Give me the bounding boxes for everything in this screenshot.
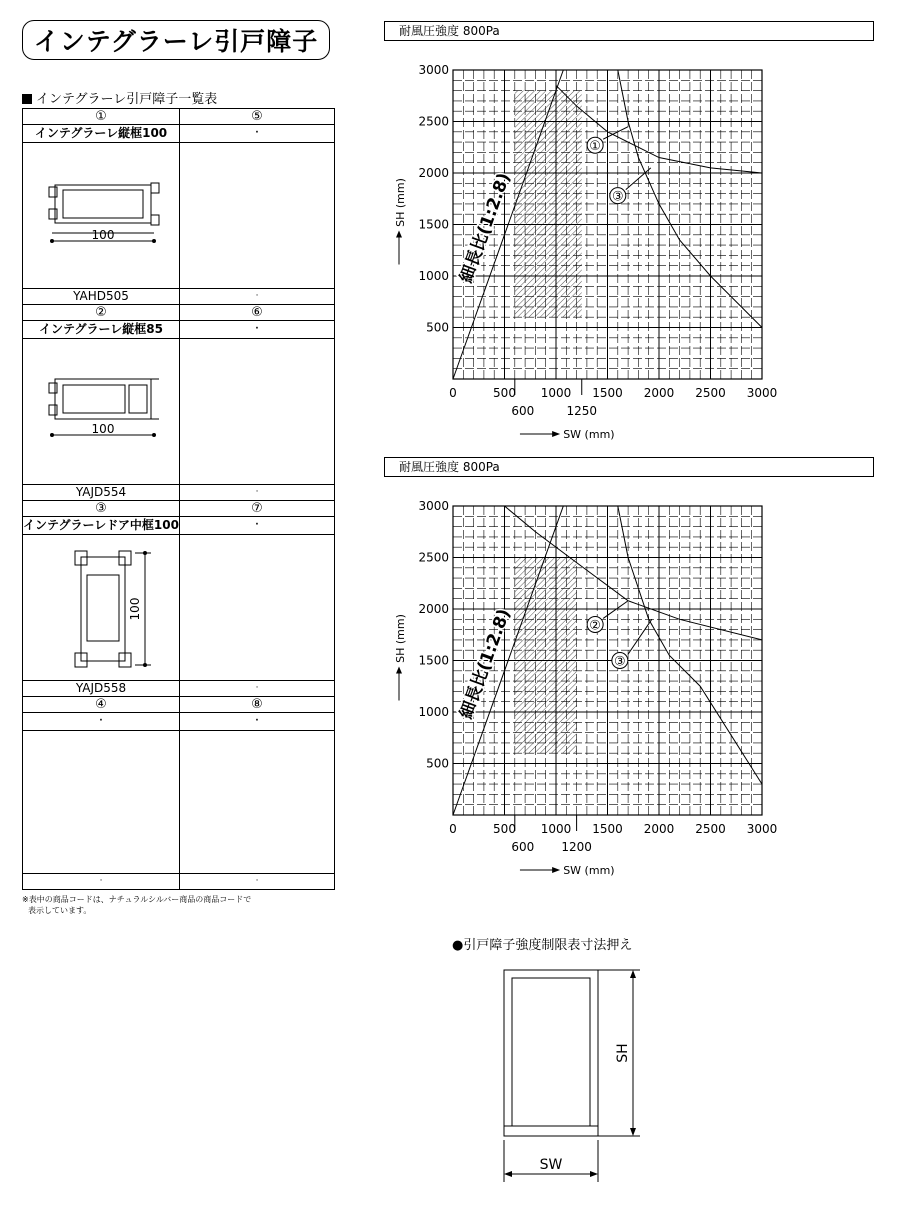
height-label: SH <box>615 1043 631 1063</box>
profile-table <box>22 108 335 890</box>
arrow-down-icon <box>630 1128 636 1136</box>
arrow-up-icon <box>396 667 402 674</box>
frame-inner <box>512 978 590 1126</box>
profile-name: インテグラーレ縦框85 <box>23 321 180 339</box>
arrow-right-icon <box>552 431 560 437</box>
x-tick-label: 2500 <box>695 386 726 400</box>
curve-label: ① <box>589 139 601 155</box>
arrow-up-icon <box>396 231 402 238</box>
y-tick-label: 1500 <box>418 653 449 668</box>
curve-label: ③ <box>611 189 624 205</box>
y-tick-label: 2500 <box>418 550 449 565</box>
footnote-line: 表示しています。 <box>28 906 92 915</box>
chart-heading-bottom: 耐風圧強度 800Pa <box>384 457 874 477</box>
product-code: · <box>180 681 335 697</box>
y-tick-label: 3000 <box>418 499 449 513</box>
limit-diagram <box>490 960 660 1190</box>
profile-name: · <box>180 517 335 535</box>
y-tick-label: 500 <box>426 320 449 335</box>
arrow-right-icon <box>590 1171 598 1177</box>
y-tick-label: 1500 <box>418 217 449 232</box>
grid <box>453 506 762 815</box>
y-tick-label: 1000 <box>418 269 449 283</box>
extra-tick-label: 600 <box>511 840 535 854</box>
y-axis-label: SH (mm) <box>394 614 407 663</box>
row-number: ① <box>23 109 180 125</box>
y-tick-label: 2000 <box>418 166 449 180</box>
y-tick-label: 2500 <box>418 114 449 129</box>
y-axis-label: SH (mm) <box>394 178 407 227</box>
product-code: · <box>23 874 180 890</box>
x-tick-label: 500 <box>493 822 516 836</box>
x-tick-label: 3000 <box>746 386 778 400</box>
marker-leader <box>628 619 652 654</box>
square-bullet-icon <box>22 94 32 104</box>
curve-label: ③ <box>614 654 626 670</box>
arrow-up-icon <box>630 970 636 978</box>
x-tick-label: 3000 <box>746 822 778 836</box>
y-tick-label: 2000 <box>418 602 449 616</box>
x-tick-label: 0 <box>449 822 457 836</box>
empty-cell <box>180 535 335 681</box>
row-number: ⑤ <box>180 109 335 125</box>
page-title: インテグラーレ引戸障子 <box>22 20 330 60</box>
row-number: ⑧ <box>180 697 335 713</box>
product-code: · <box>180 289 335 305</box>
profile-name: · <box>23 713 180 731</box>
profile-name: インテグラーレ縦框100 <box>23 125 180 143</box>
x-axis-label: SW (mm) <box>563 864 615 877</box>
frame-outer <box>504 970 598 1136</box>
chart-heading-top: 耐風圧強度 800Pa <box>384 21 874 41</box>
empty-cell <box>180 731 335 874</box>
profile-name: インテグラーレドア中框100 <box>23 517 180 535</box>
x-tick-label: 1000 <box>540 822 572 836</box>
list-heading-text: インテグラーレ引戸障子一覧表 <box>36 92 218 107</box>
footnote <box>22 894 322 916</box>
dimension-label: 100 <box>91 422 115 436</box>
ratio-label: 細長比(1:2.8) <box>456 170 515 286</box>
row-number: ③ <box>23 501 180 517</box>
row-number: ② <box>23 305 180 321</box>
row-number: ⑥ <box>180 305 335 321</box>
x-tick-label: 2500 <box>695 822 726 836</box>
grid <box>453 70 762 379</box>
x-tick-label: 2000 <box>643 822 675 836</box>
list-heading <box>22 88 217 107</box>
x-tick-label: 0 <box>449 386 457 400</box>
y-tick-label: 3000 <box>418 63 449 77</box>
chart-bottom <box>384 496 804 886</box>
chart-top <box>384 60 804 450</box>
row-number: ⑦ <box>180 501 335 517</box>
product-code: YAJD554 <box>23 485 180 501</box>
profile-section-drawing <box>23 535 179 677</box>
x-axis-label: SW (mm) <box>563 428 615 441</box>
extra-tick-label: 1200 <box>561 840 592 854</box>
empty-cell <box>23 731 180 874</box>
y-tick-label: 1000 <box>418 705 449 719</box>
arrow-right-icon <box>552 867 560 873</box>
product-code: YAHD505 <box>23 289 180 305</box>
x-tick-label: 2000 <box>643 386 675 400</box>
product-code: · <box>180 874 335 890</box>
ratio-label: 細長比(1:2.8) <box>456 606 515 722</box>
product-code: YAJD558 <box>23 681 180 697</box>
extra-tick-label: 1250 <box>566 404 598 418</box>
product-code: · <box>180 485 335 501</box>
extra-tick-label: 600 <box>511 404 535 418</box>
profile-section-drawing <box>23 143 179 285</box>
profile-drawing-cell <box>23 535 180 681</box>
x-tick-label: 1500 <box>592 822 623 836</box>
arrow-left-icon <box>504 1171 512 1177</box>
row-number: ④ <box>23 697 180 713</box>
profile-section-drawing <box>23 339 179 481</box>
x-tick-label: 500 <box>493 386 516 400</box>
width-label: SW <box>539 1157 563 1173</box>
profile-name: · <box>180 125 335 143</box>
x-tick-label: 1500 <box>592 386 623 400</box>
y-tick-label: 500 <box>426 756 449 771</box>
profile-drawing-cell <box>23 339 180 485</box>
profile-name: · <box>180 321 335 339</box>
marker-leader <box>603 601 628 619</box>
profile-name: · <box>180 713 335 731</box>
x-tick-label: 1000 <box>540 386 572 400</box>
dimension-label: 100 <box>91 228 115 242</box>
marker-leader <box>603 127 628 140</box>
empty-cell <box>180 143 335 289</box>
empty-cell <box>180 339 335 485</box>
profile-drawing-cell <box>23 143 180 289</box>
dimension-label: 100 <box>128 597 142 621</box>
curve-label: ② <box>589 618 601 634</box>
limit-diagram-title: ●引戸障子強度制限表寸法押え <box>452 938 633 953</box>
footnote-line: ※表中の商品コードは、ナチュラルシルバー商品の商品コードで <box>22 895 252 904</box>
